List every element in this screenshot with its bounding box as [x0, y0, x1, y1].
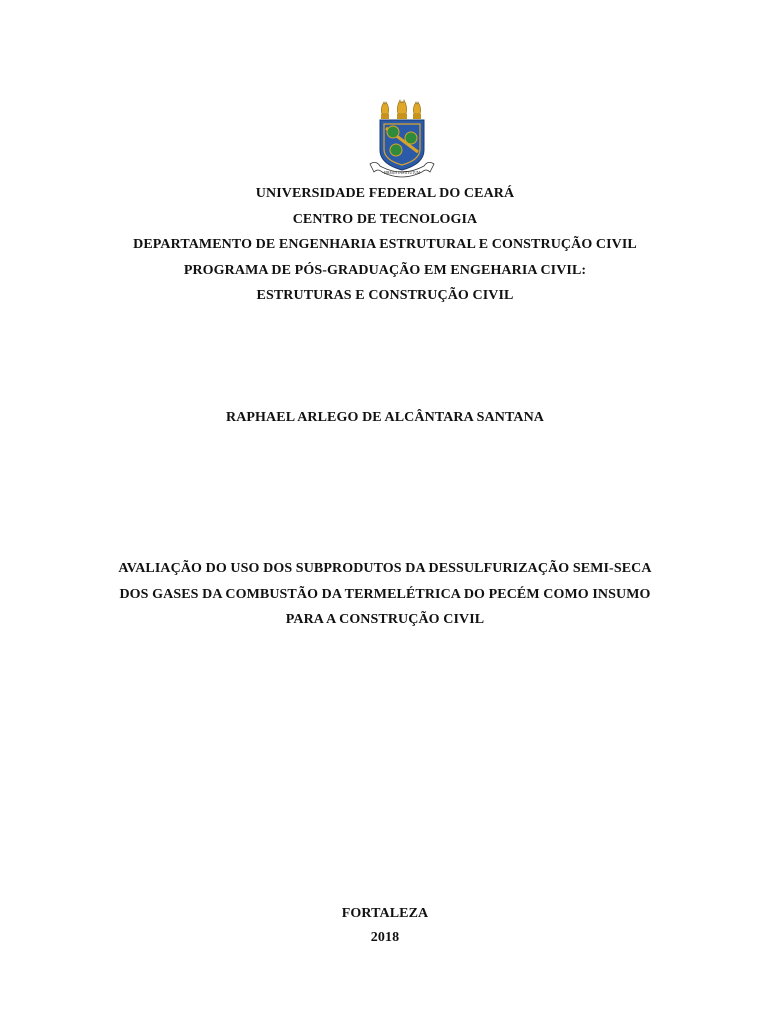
institution-header [0, 181, 770, 309]
svg-text:FIRMUS INSTITUTUM: FIRMUS INSTITUTUM [383, 171, 421, 175]
place-and-year [0, 902, 770, 950]
title-line-3: PARA A CONSTRUÇÃO CIVIL [285, 612, 485, 628]
title-line-1: AVALIAÇÃO DO USO DOS SUBPRODUTOS DA DESSULFURIZAÇÃO SEMI-SECA [118, 561, 652, 576]
year: 2018 [370, 930, 400, 945]
center-name: CENTRO DE TECNOLOGIA [292, 211, 478, 227]
torch-flames-icon [381, 100, 421, 119]
university-name: UNIVERSIDADE FEDERAL DO CEARÁ [255, 186, 515, 201]
shield-icon [380, 120, 424, 170]
title-line-2: DOS GASES DA COMBUSTÃO DA TERMELÉTRICA DO PECÉM COMO INSUMO [119, 586, 651, 602]
city: FORTALEZA [341, 906, 429, 921]
thesis-title [0, 556, 770, 633]
author-name: RAPHAEL ARLEGO DE ALCÂNTARA SANTANA [225, 410, 545, 425]
program-area: ESTRUTURAS E CONSTRUÇÃO CIVIL [256, 288, 514, 304]
university-seal-logo [366, 98, 438, 184]
department-name: DEPARTAMENTO DE ENGENHARIA ESTRUTURAL E CONSTRUÇÃO CIVIL [133, 237, 637, 253]
program-name: PROGRAMA DE PÓS-GRADUAÇÃO EM ENGEHARIA CIVIL: [183, 262, 587, 278]
